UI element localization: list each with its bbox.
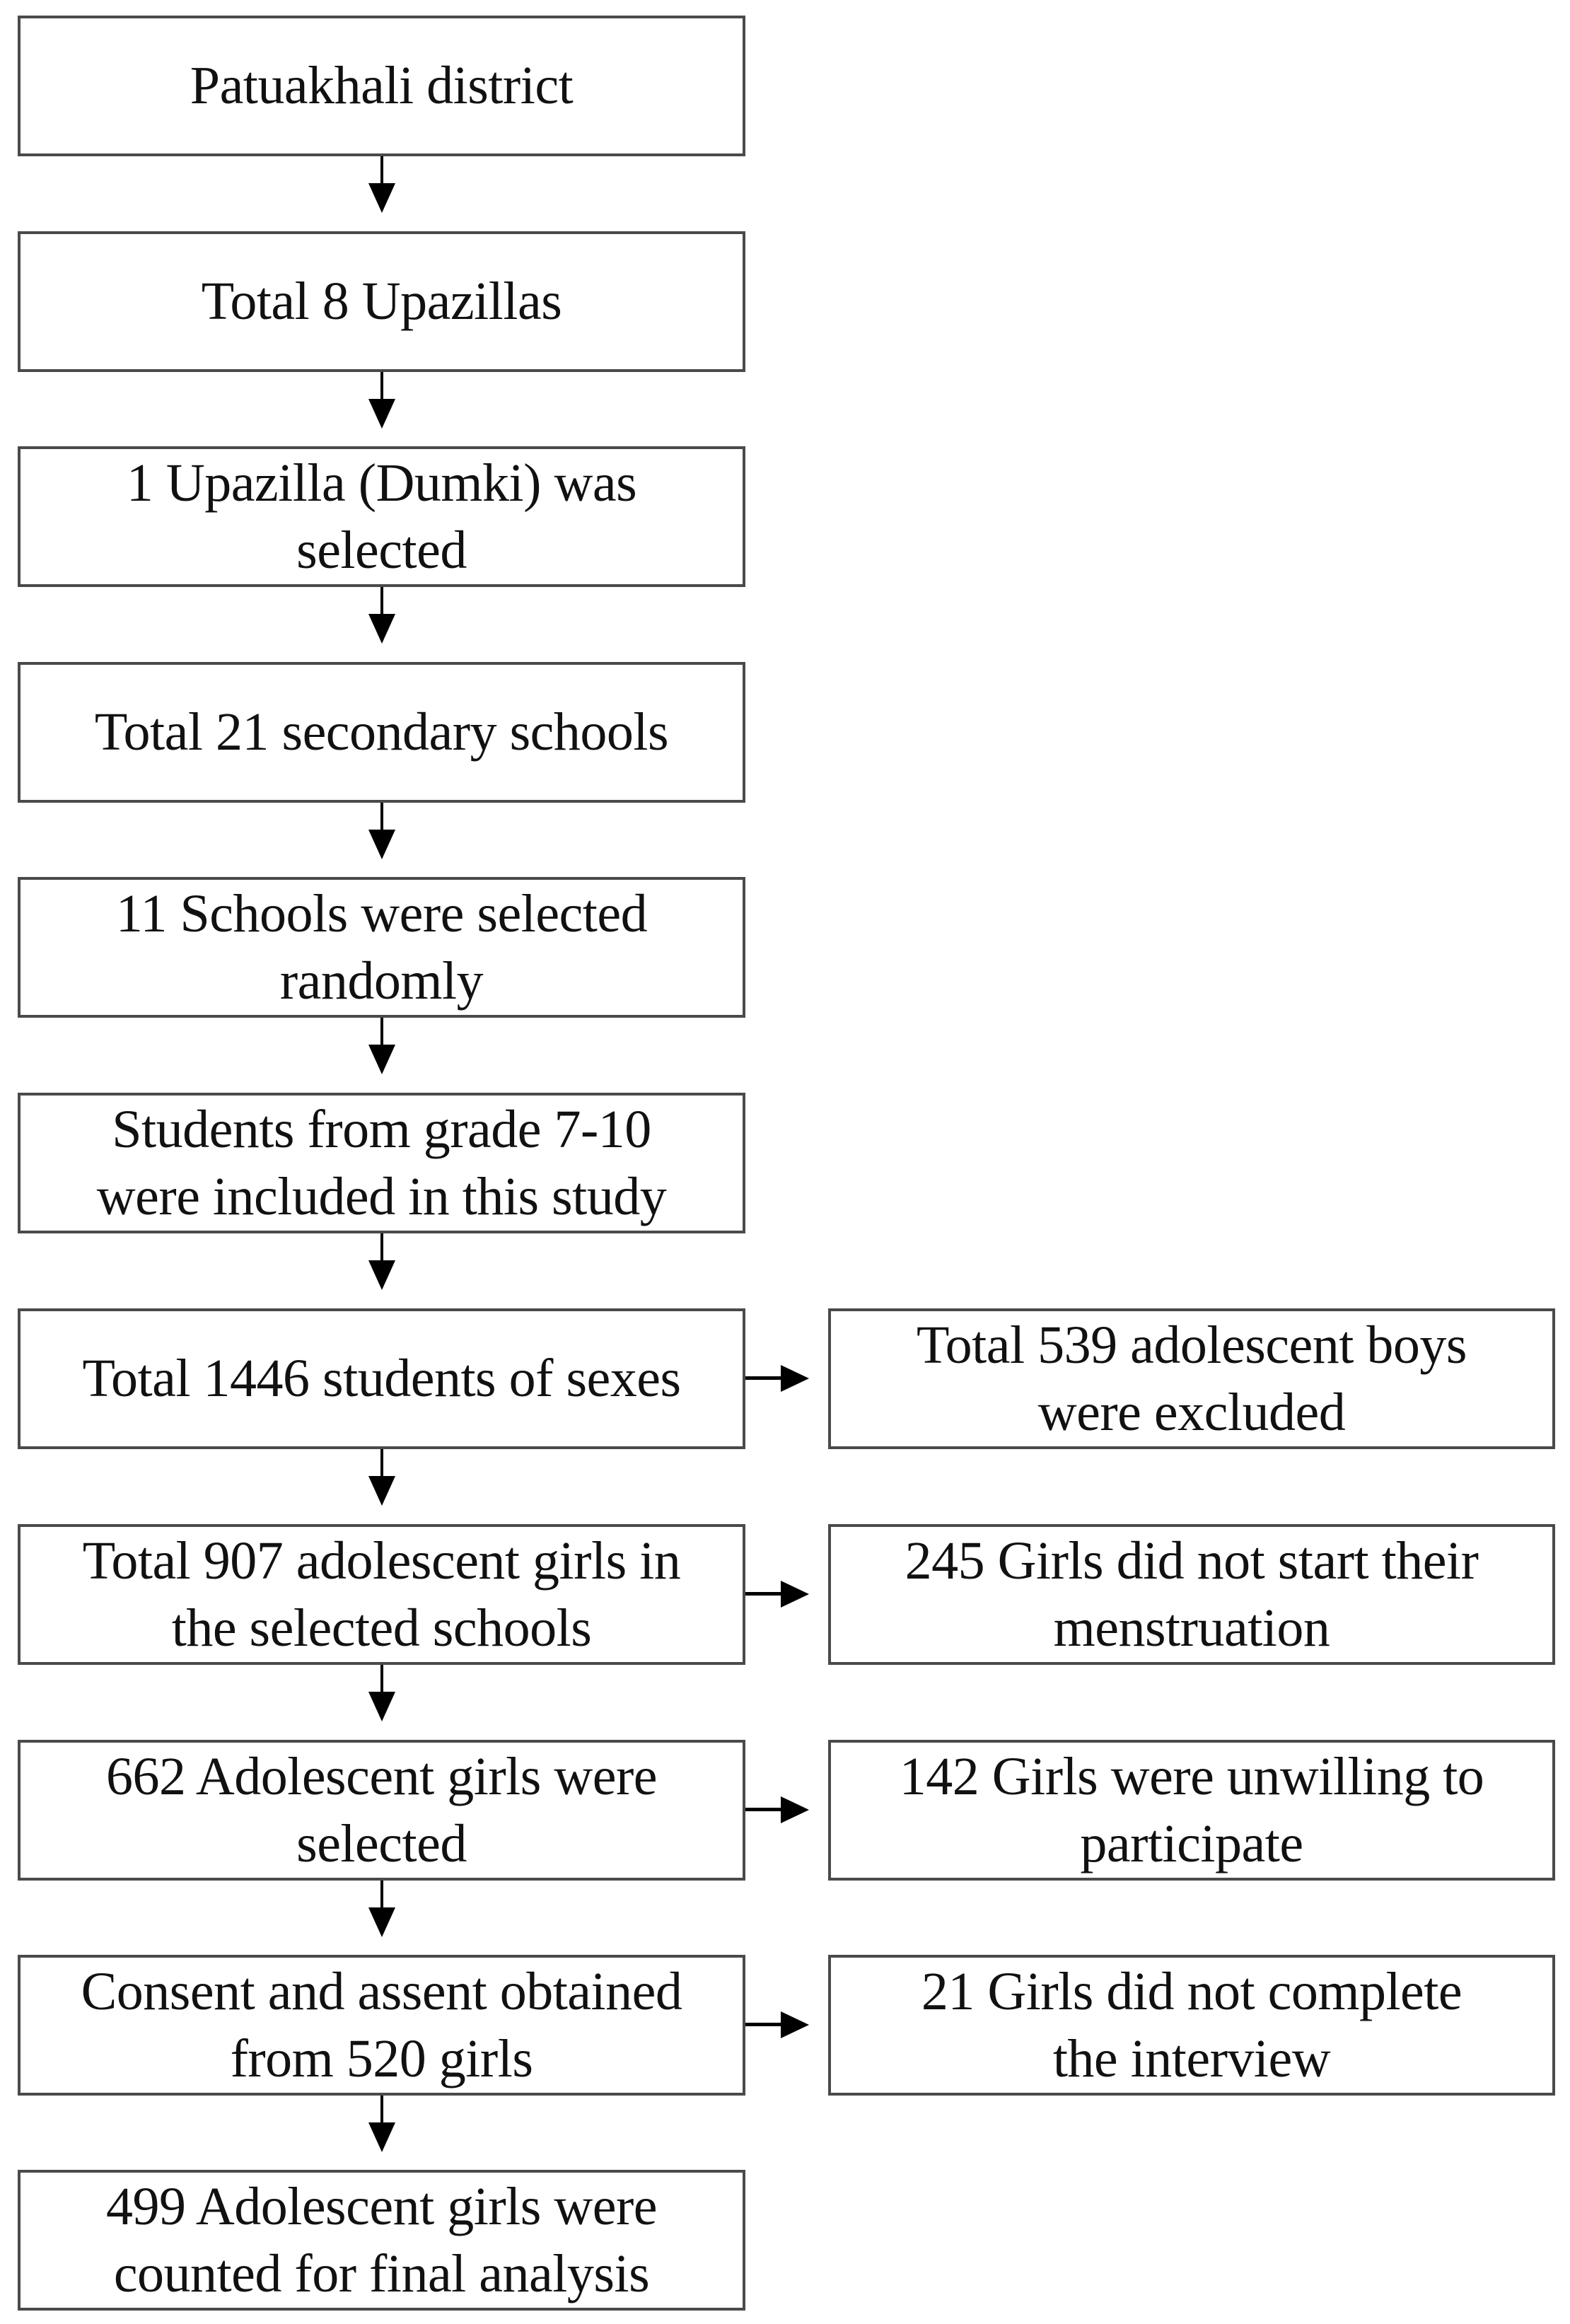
arrow-down-icon bbox=[368, 1665, 396, 1740]
step-text: 1 Upazilla (Dumki) was bbox=[126, 453, 637, 513]
arrow-right-icon bbox=[745, 1796, 830, 1824]
exclusion-incomplete-interview bbox=[828, 1955, 1555, 2096]
step-text: Total 907 adolescent girls in bbox=[82, 1530, 681, 1591]
step-text: selected bbox=[296, 1813, 467, 1873]
step-text: were included in this study bbox=[96, 1166, 667, 1226]
exclusion-text: were excluded bbox=[1037, 1382, 1346, 1442]
arrow-down-icon bbox=[368, 803, 396, 878]
arrow-down-icon bbox=[368, 587, 396, 662]
step-girls-selected bbox=[18, 1740, 745, 1881]
exclusion-unwilling bbox=[828, 1740, 1555, 1881]
step-total-upazillas bbox=[18, 231, 745, 372]
step-text: 499 Adolescent girls were bbox=[106, 2176, 657, 2236]
exclusion-text: 245 Girls did not start their bbox=[905, 1530, 1479, 1591]
step-schools-selected bbox=[18, 877, 745, 1018]
step-patuakhali-district bbox=[18, 16, 745, 156]
arrow-down-icon bbox=[368, 372, 396, 447]
step-text: Patuakhali district bbox=[190, 56, 574, 115]
step-text: selected bbox=[296, 520, 467, 580]
step-text: Consent and assent obtained bbox=[81, 1961, 682, 2021]
step-total-girls bbox=[18, 1524, 745, 1665]
step-upazilla-selected bbox=[18, 446, 745, 587]
exclusion-text: 21 Girls did not complete bbox=[921, 1961, 1463, 2021]
exclusion-no-menstruation bbox=[828, 1524, 1555, 1665]
step-text: randomly bbox=[279, 951, 484, 1011]
exclusion-text: Total 539 adolescent boys bbox=[917, 1315, 1467, 1375]
step-final-analysis bbox=[18, 2170, 745, 2311]
step-text: from 520 girls bbox=[230, 2028, 533, 2088]
arrow-down-icon bbox=[368, 1449, 396, 1524]
exclusion-text: the interview bbox=[1052, 2028, 1331, 2088]
exclusion-text: menstruation bbox=[1053, 1598, 1330, 1658]
step-consent-obtained bbox=[18, 1955, 745, 2096]
arrow-right-icon bbox=[745, 1580, 830, 1608]
arrow-down-icon bbox=[368, 1233, 396, 1308]
step-text: 11 Schools were selected bbox=[115, 883, 648, 943]
step-text: counted for final analysis bbox=[113, 2243, 650, 2303]
arrow-down-icon bbox=[368, 156, 396, 231]
step-text: the selected schools bbox=[171, 1598, 592, 1658]
arrow-down-icon bbox=[368, 2096, 396, 2171]
step-grades-included bbox=[18, 1093, 745, 1233]
arrow-right-icon bbox=[745, 2011, 830, 2039]
exclusion-boys bbox=[828, 1308, 1555, 1449]
step-text: Total 8 Upazillas bbox=[201, 272, 562, 331]
step-text: Total 21 secondary schools bbox=[94, 702, 669, 762]
arrow-right-icon bbox=[745, 1364, 830, 1393]
exclusion-text: participate bbox=[1080, 1813, 1303, 1873]
exclusion-text: 142 Girls were unwilling to bbox=[899, 1746, 1484, 1806]
step-total-schools bbox=[18, 662, 745, 803]
step-total-students bbox=[18, 1308, 745, 1449]
step-text: Students from grade 7-10 bbox=[112, 1099, 651, 1159]
arrow-down-icon bbox=[368, 1881, 396, 1956]
step-text: 662 Adolescent girls were bbox=[106, 1746, 657, 1806]
step-text: Total 1446 students of sexes bbox=[82, 1349, 681, 1408]
arrow-down-icon bbox=[368, 1018, 396, 1093]
